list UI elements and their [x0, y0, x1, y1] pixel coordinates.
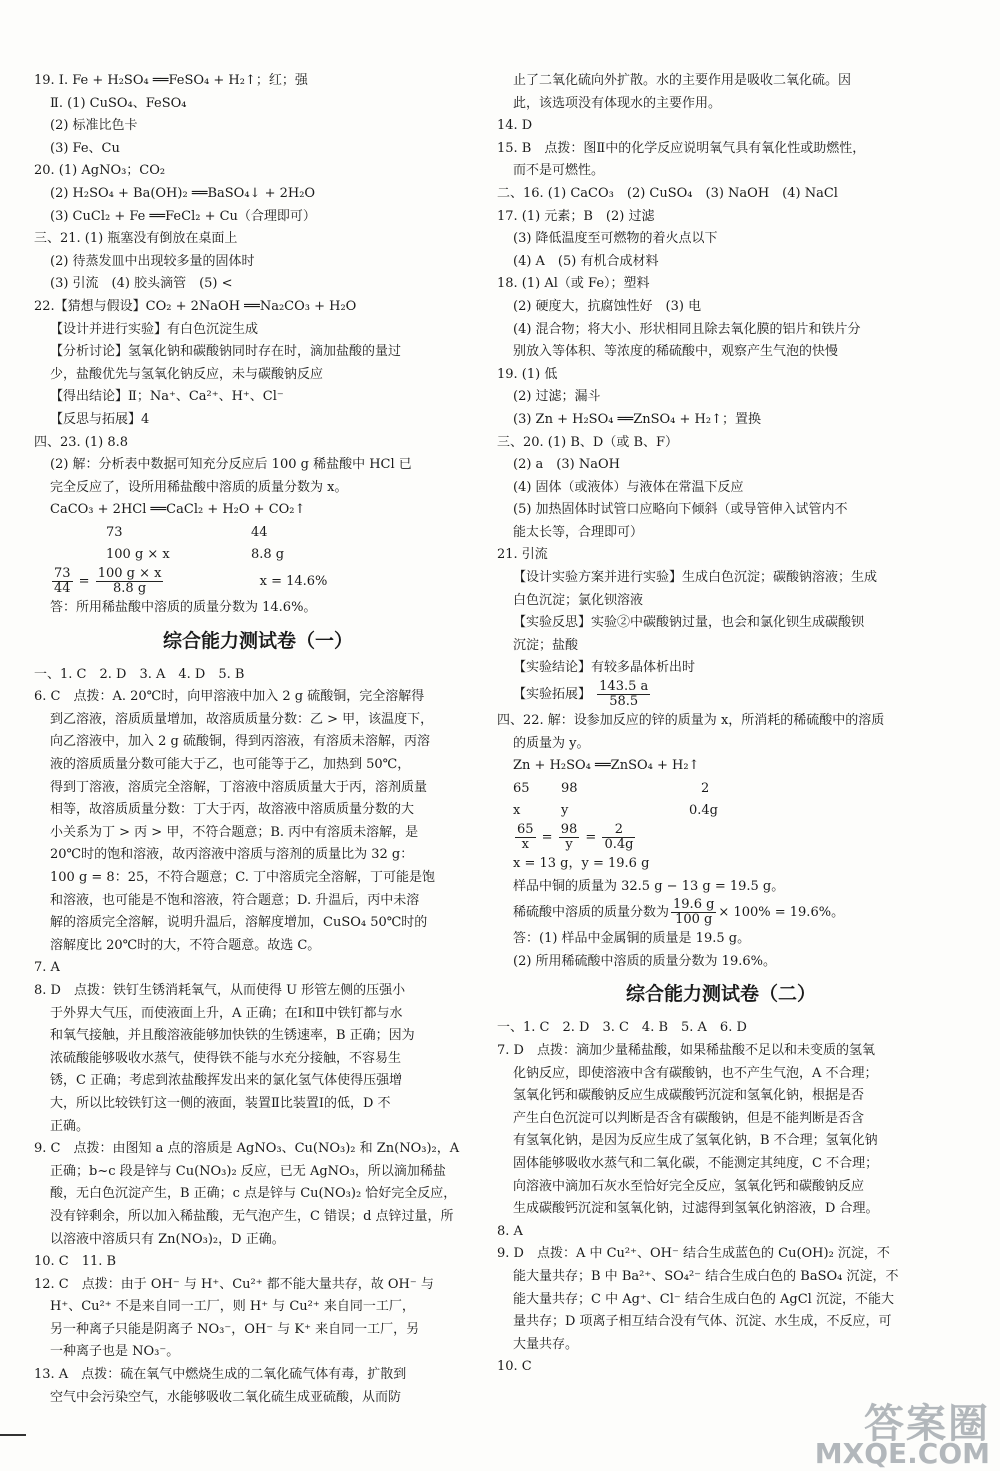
fraction: [515, 823, 536, 852]
answer-line: 13. A 点拨：硫在氧气中燃烧生成的二氧化硫气体有毒，扩散到: [34, 1367, 407, 1383]
numerator: 2: [602, 823, 635, 838]
answer-line: 【实验结论】有较多晶体析出时: [513, 660, 696, 676]
ratio-value: x: [513, 803, 521, 819]
answer-line: 20℃时的饱和溶液，故丙溶液中溶质与溶剂的质量比为 32 g：: [50, 847, 414, 863]
label: 稀硫酸中溶质的质量分数为: [513, 905, 670, 921]
answer-line: (4) A (5) 有机合成材料: [513, 253, 659, 269]
answer-line: (2) 硬度大，抗腐蚀性好 (3) 电: [513, 298, 702, 314]
answer-line: (2) 所用稀硫酸中溶质的质量分数为 19.6%。: [513, 953, 776, 969]
answer-line: 的质量为 y。: [513, 735, 590, 751]
ratio-value: 44: [251, 524, 268, 540]
answer-line: 氢氧化钙和碳酸钠反应生成碳酸钙沉淀和氢氧化钠，根据是否: [513, 1088, 865, 1104]
section-title: 综合能力测试卷（一）: [162, 629, 353, 652]
numerator: 143.5 a: [599, 679, 649, 695]
answer-line: 得到丁溶液，溶质完全溶解，丁溶液中溶质质量大于丙，溶剂质量: [50, 779, 428, 795]
answer-line: 10. C 11. B: [34, 1254, 117, 1270]
answer-line: 6. C 点拨：A. 20℃时，向甲溶液中加入 2 g 硫酸铜，完全溶解得: [34, 689, 425, 705]
answer-line: 【反思与拓展】4: [50, 411, 150, 427]
answer-line: 向溶液中滴加石灰水至恰好完全反应，氢氧化钙和碳酸钠反应: [513, 1178, 865, 1194]
numerator: 19.6 g: [673, 897, 715, 913]
answer-line: 22.【猜想与假设】CO₂ + 2NaOH ══Na₂CO₃ + H₂O: [34, 298, 357, 314]
answer-line: (2) 解：分析表中数据可知充分反应后 100 g 稀盐酸中 HCl 已: [50, 457, 412, 473]
answer-line: 18. (1) Al（或 Fe）；塑料: [497, 276, 650, 292]
answer-line: 9. D 点拨：A 中 Cu²⁺、OH⁻ 结合生成蓝色的 Cu(OH)₂ 沉淀，不: [497, 1246, 890, 1262]
answer-line: 产生白色沉淀可以判断是否含有碳酸钠，但是不能判断是否含: [513, 1110, 865, 1126]
numerator: 98: [560, 822, 578, 837]
answer-line: 浓硫酸能够吸收水蒸气，使得铁不能与水充分接触，不容易生: [50, 1050, 402, 1066]
answer-line: 和溶液，也可能是不饱和溶液，符合题意；D. 升温后，丙中未溶: [50, 892, 420, 908]
answer-line: 液的溶质质量分数可能大于乙，也可能等于乙，加热到 50℃，: [50, 757, 411, 773]
answer-line: 没有锌剩余，所以加入稀盐酸，无气泡产生，C 错误；d 点锌过量，所: [50, 1208, 454, 1224]
numerator: 73: [54, 566, 71, 582]
answer-line: 【实验反思】实验②中碳酸钠过量，也会和氯化钡生成碳酸钡: [513, 615, 865, 631]
footer-rule: [0, 1434, 26, 1436]
answer-line: 21. 引流: [497, 547, 548, 563]
answer-line: 固体能够吸收水蒸气和二氧化碳，不能测定其纯度，C 不合理；: [513, 1155, 879, 1171]
equation-line: CaCO₃ + 2HCl ══CaCl₂ + H₂O + CO₂↑: [50, 502, 306, 518]
answer-line: 另一种离子只能是阴离子 NO₃⁻，OH⁻ 与 K⁺ 来自同一工厂，另: [50, 1321, 420, 1337]
answer-line: 沉淀；盐酸: [513, 637, 579, 653]
denominator: 44: [54, 581, 71, 597]
proportion-line: $\frac{65}{x}$ = $\frac{98}{y}$ = $\frac{2}{0.4g}$: [517, 822, 634, 852]
denominator: y: [565, 837, 573, 852]
watermark-url: MXQE.COM: [814, 1437, 990, 1470]
answer-line: (3) 降低温度至可燃物的着火点以下: [513, 231, 718, 247]
denominator: 100 g: [675, 912, 713, 928]
answer-line: 溶解度比 20℃时的大，不符合题意。故选 C。: [50, 937, 321, 953]
answer-line: 生成碳酸钙沉淀和氢氧化钠，过滤得到氢氧化钠溶液，D 合理。: [513, 1201, 879, 1217]
answer-line: (4) 固体（或液体）与液体在常温下反应: [513, 479, 744, 495]
denominator: 0.4g: [604, 837, 634, 852]
fraction: [559, 823, 580, 852]
answer-line: 14. D: [497, 118, 533, 134]
answer-line: 锈，C 正确；考虑到浓盐酸挥发出来的氯化氢气体使得压强增: [50, 1073, 403, 1089]
fraction: [602, 823, 635, 852]
answer-line: 19. Ⅰ. Fe + H₂SO₄ ══FeSO₄ + H₂↑；红；强: [34, 73, 308, 88]
answer-line: 7. D 点拨：滴加少量稀盐酸，如果稀盐酸不足以和未变质的氢氧: [497, 1042, 875, 1058]
answer-line: 于外界大气压，而使液面上升，A 正确；在Ⅰ和Ⅱ中铁钉都与水: [50, 1005, 403, 1021]
answer-line: 相等，故溶质质量分数：丁大于丙，故溶液中溶质质量分数的大: [50, 802, 415, 818]
answer-line: (2) a (3) NaOH: [513, 457, 620, 473]
answer-line: 17. (1) 元素；B (2) 过滤: [497, 208, 655, 224]
answer-line: (3) CuCl₂ + Fe ══FeCl₂ + Cu（合理即可）: [50, 208, 316, 224]
answer-line: 而不是可燃性。: [513, 163, 605, 179]
answer-line: 二、16. (1) CaCO₃ (2) CuSO₄ (3) NaOH (4) NaCl: [497, 185, 838, 201]
answer-line: (5) 加热固体时试管口应略向下倾斜（或导管伸入试管内不: [513, 502, 848, 518]
answer-line: 样品中铜的质量为 32.5 g − 13 g = 19.5 g。: [513, 878, 785, 894]
answer-line: 化钠反应，即使溶液中含有碳酸钠，也不产生气泡，A 不合理；: [513, 1065, 878, 1081]
answer-line: 一、1. C 2. D 3. A 4. D 5. B: [34, 666, 245, 682]
answer-line: 解的溶质完全溶解，说明升温后，溶解度增加，CuSO₄ 50℃时的: [50, 915, 428, 931]
equation-line: Zn + H₂SO₄ ══ZnSO₄ + H₂↑: [513, 758, 700, 774]
answer-line: 15. B 点拨：图Ⅱ中的化学反应说明氧气具有氧化性或助燃性，: [497, 140, 866, 156]
fraction: [52, 567, 73, 596]
answer-line: 19. (1) 低: [497, 366, 558, 382]
answer-line: 能大量共存；C 中 Ag⁺、Cl⁻ 结合生成白色的 AgCl 沉淀，不能大: [513, 1291, 894, 1307]
ratio-value: 65: [513, 780, 530, 796]
denominator: x: [521, 837, 529, 852]
answer-line: 正确；b~c 段是锌与 Cu(NO₃)₂ 反应，已无 AgNO₃，所以滴加稀盐: [50, 1163, 446, 1179]
denominator: 8.8 g: [113, 581, 147, 597]
equation-ratio-row: [34, 544, 482, 567]
watermark-logo: 答案圈: [864, 1401, 990, 1447]
ratio-value: 98: [561, 780, 578, 796]
label: × 100% = 19.6%。: [718, 905, 845, 921]
answer-line: 【设计并进行实验】有白色沉淀生成: [50, 321, 259, 337]
answer-line: (3) Zn + H₂SO₄ ══ZnSO₄ + H₂↑；置换: [513, 411, 761, 427]
answer-line: 能太长等，合理即可）: [513, 524, 644, 540]
answer-line: 正确。: [50, 1118, 90, 1134]
answer-line: 一、1. C 2. D 3. C 4. B 5. A 6. D: [497, 1020, 747, 1036]
ratio-value: 2: [701, 780, 710, 796]
fraction: [597, 680, 650, 709]
denominator: 58.5: [609, 694, 639, 710]
answer-line: (4) 混合物；将大小、形状相同且除去氧化膜的铝片和铁片分: [513, 321, 861, 337]
answer-line: 和氧气接触，并且酸溶液能够加快铁的生锈速率，B 正确；因为: [50, 1028, 415, 1044]
fraction: [96, 567, 164, 596]
label: 【实验拓展】: [513, 687, 592, 703]
answer-line: (2) 标准比色卡: [50, 118, 138, 134]
answer-line: 此，该选项没有体现水的主要作用。: [513, 95, 722, 111]
answer-line: 以溶液中溶质只有 Zn(NO₃)₂，D 正确。: [50, 1231, 285, 1247]
ratio-value: 8.8 g: [251, 547, 285, 563]
answer-line: 小关系为丁 > 丙 > 甲，不符合题意；B. 丙中有溶质未溶解，是: [50, 824, 419, 840]
left-column: [34, 70, 482, 1409]
answer-line: 量共存；D 项离子相互结合没有气体、沉淀、水生成，不反应，可: [513, 1314, 892, 1330]
numerator: 65: [517, 822, 534, 837]
answer-line: (2) 待蒸发皿中出现较多量的固体时: [50, 253, 255, 269]
answer-line: 【得出结论】Ⅱ；Na⁺、Ca²⁺、H⁺、Cl⁻: [50, 389, 284, 405]
watermark: [814, 1401, 990, 1470]
answer-line: 能大量共存；B 中 Ba²⁺、SO₄²⁻ 结合生成白色的 BaSO₄ 沉淀，不: [513, 1268, 899, 1284]
answer-line: 8. A: [497, 1223, 523, 1239]
answer-line: 到乙溶液，溶质质量增加，故溶质质量分数：乙 > 甲，该温度下，: [50, 711, 434, 727]
ratio-value: 100 g × x: [106, 547, 170, 563]
answer-line: 空气中会污染空气，水能够吸收二氧化硫生成亚硫酸，从而防: [50, 1389, 402, 1405]
answer-line: 别放入等体积、等浓度的稀硫酸中，观察产生气泡的快慢: [513, 344, 839, 360]
answer-line: 8. D 点拨：铁钉生锈消耗氧气，从而使得 U 形管左侧的压强小: [34, 982, 406, 998]
answer-line: 10. C: [497, 1359, 532, 1375]
result-value: x = 14.6%: [259, 574, 328, 590]
answer-line: H⁺、Cu²⁺ 不是来自同一工厂，则 H⁺ 与 Cu²⁺ 来自同一工厂，: [50, 1299, 415, 1315]
answer-line: 向乙溶液中，加入 2 g 硫酸铜，得到丙溶液，有溶质未溶解，丙溶: [50, 734, 430, 750]
answer-line: 止了二氧化硫向外扩散。水的主要作用是吸收二氧化硫。因: [513, 73, 852, 88]
equation-ratio-row: [497, 778, 945, 801]
answer-line: (3) Fe、Cu: [50, 140, 120, 156]
answer-line: 9. C 点拨：由图知 a 点的溶质是 AgNO₃、Cu(NO₃)₂ 和 Zn(NO₃)₂，A: [34, 1141, 460, 1157]
answer-line: x = 13 g，y = 19.6 g: [513, 856, 650, 871]
answer-line: 答：(1) 样品中金属铜的质量是 19.5 g。: [513, 931, 751, 947]
ratio-value: 73: [106, 524, 123, 540]
answer-line: (2) H₂SO₄ + Ba(OH)₂ ══BaSO₄↓ + 2H₂O: [50, 185, 316, 201]
answer-line: [497, 898, 945, 928]
answer-line: 一种离子也是 NO₃⁻。: [50, 1344, 180, 1360]
answer-line: 三、21. (1) 瓶塞没有倒放在桌面上: [34, 231, 238, 247]
right-column: [497, 70, 945, 1379]
answer-line: 100 g = 8：25，不符合题意；C. 丁中溶质完全溶解，丁可能是饱: [50, 870, 435, 885]
answer-line: 白色沉淀；氯化钡溶液: [513, 592, 644, 608]
section-title: 综合能力测试卷（二）: [625, 983, 816, 1006]
answer-line: 完全反应了，设所用稀盐酸中溶质的质量分数为 x。: [50, 479, 348, 495]
answer-line: 答：所用稀盐酸中溶质的质量分数为 14.6%。: [50, 600, 317, 616]
ratio-value: y: [561, 803, 569, 819]
fraction: [671, 898, 716, 927]
answer-line: 酸，无白色沉淀产生，B 正确；c 点是锌与 Cu(NO₃)₂ 恰好完全反应，: [50, 1186, 457, 1202]
answer-line: 大，所以比较铁钉这一侧的液面，装置Ⅱ比装置Ⅰ的低，D 不: [50, 1095, 391, 1111]
answer-line: 四、22. 解：设参加反应的锌的质量为 x，所消耗的稀硫酸中的溶质: [497, 713, 885, 729]
answer-line: 少，盐酸优先与氢氧化钠反应，未与碳酸钠反应: [50, 366, 324, 382]
ratio-value: 0.4g: [689, 803, 718, 819]
answer-line: Ⅱ. (1) CuSO₄、FeSO₄: [50, 95, 187, 111]
answer-line: 7. A: [34, 960, 60, 976]
numerator: 100 g × x: [97, 566, 162, 582]
answer-line: 四、23. (1) 8.8: [34, 434, 129, 450]
answer-line: 【分析讨论】氢氧化钠和碳酸钠同时存在时，滴加盐酸的量过: [50, 344, 402, 360]
equation-ratio-row: [497, 800, 945, 823]
answer-line: 有氢氧化钠，是因为反应生成了氢氧化钠，B 不合理；氢氧化钠: [513, 1133, 878, 1149]
answer-line: (3) 引流 (4) 胶头滴管 (5) <: [50, 276, 233, 292]
equation-ratio-row: [34, 522, 482, 545]
answer-line: 20. (1) AgNO₃；CO₂: [34, 163, 166, 179]
answer-line: 三、20. (1) B、D（或 B、F）: [497, 434, 679, 450]
answer-line: 12. C 点拨：由于 OH⁻ 与 H⁺、Cu²⁺ 都不能大量共存，故 OH⁻ 与: [34, 1276, 434, 1292]
answer-line: 大量共存。: [513, 1336, 579, 1352]
proportion-line: $\frac{73}{44}$ = $\frac{100 g \times x}{8.8 g}$ x = 14.6%: [54, 566, 328, 597]
answer-line: [497, 680, 945, 710]
answer-line: 【设计实验方案并进行实验】生成白色沉淀；碳酸钠溶液；生成: [513, 570, 878, 586]
answer-line: (2) 过滤；漏斗: [513, 389, 601, 405]
